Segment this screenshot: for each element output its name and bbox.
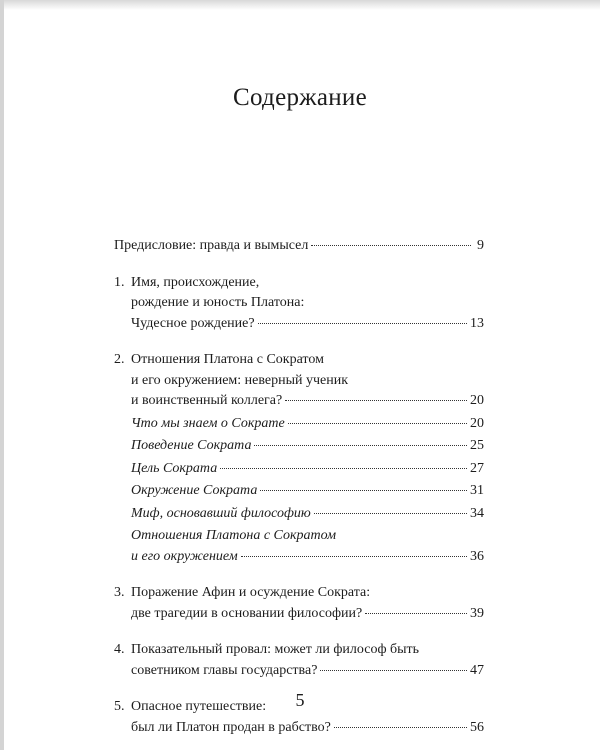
toc-page-number: 36 <box>470 548 484 564</box>
toc-page-number: 20 <box>470 415 484 431</box>
table-of-contents <box>114 236 484 738</box>
dot-leader <box>320 670 467 671</box>
toc-subentry <box>114 547 484 568</box>
chapter-number: 4. <box>114 642 125 657</box>
dot-leader <box>288 423 467 424</box>
toc-subentry <box>114 504 484 525</box>
toc-subentry <box>114 414 484 435</box>
toc-page-number: 13 <box>470 315 484 331</box>
toc-page-number: 27 <box>470 460 484 476</box>
toc-entry-title: и его окружением: неверный ученик <box>131 372 349 388</box>
chapter-number: 3. <box>114 585 125 600</box>
chapter-number: 2. <box>114 352 125 367</box>
toc-page-number: 47 <box>470 662 484 678</box>
toc-entry-title: был ли Платон продан в рабство? <box>131 719 331 735</box>
toc-entry-chapter-3 <box>114 583 484 624</box>
toc-page-number: 9 <box>477 238 484 253</box>
dot-leader <box>285 400 467 401</box>
toc-page-number: 34 <box>470 505 484 521</box>
toc-entry-title: Отношения Платона с Сократом <box>131 352 324 367</box>
dot-leader <box>311 245 471 246</box>
dot-leader <box>254 445 467 446</box>
toc-subentry-title: Поведение Сократа <box>131 438 252 453</box>
toc-subentry-title: Окружение Сократа <box>131 483 258 498</box>
toc-subentry-title: Отношения Платона с Сократом <box>131 528 337 543</box>
toc-entry-title: Имя, происхождение, <box>131 274 260 290</box>
toc-subentry <box>114 481 484 502</box>
toc-entry-title: Предисловие: правда и вымысел <box>114 238 309 253</box>
dot-leader <box>258 323 467 324</box>
toc-subentry-title: Цель Сократа <box>131 460 218 476</box>
dot-leader <box>365 613 467 614</box>
dot-leader <box>314 513 467 514</box>
toc-subentry <box>114 459 484 480</box>
dot-leader <box>260 490 467 491</box>
toc-page-number: 25 <box>470 438 484 453</box>
toc-entry-title: Опасное путешествие: <box>131 699 267 714</box>
chapter-number: 1. <box>114 274 125 290</box>
toc-page-number: 20 <box>470 393 484 408</box>
page-title: Содержание <box>233 84 367 111</box>
toc-entry-title: Чудесное рождение? <box>131 315 255 331</box>
toc-subentry <box>114 526 484 547</box>
scan-edge-left <box>0 0 4 750</box>
toc-entry-chapter-4 <box>114 640 484 681</box>
dot-leader <box>334 727 467 728</box>
chapter-number: 5. <box>114 699 125 714</box>
toc-page-number: 39 <box>470 605 484 621</box>
toc-entry-preface <box>114 236 484 257</box>
toc-entry-title: две трагедии в основании философии? <box>131 605 363 621</box>
toc-page-number: 31 <box>470 483 484 498</box>
toc-subentry-title: Что мы знаем о Сократе <box>131 415 285 431</box>
page-number: 5 <box>295 690 305 710</box>
scan-edge-top <box>0 0 600 10</box>
toc-entry-chapter-2 <box>114 350 484 567</box>
toc-entry-title: Поражение Афин и осуждение Сократа: <box>131 585 371 600</box>
dot-leader <box>220 468 467 469</box>
toc-entry-chapter-1 <box>114 273 484 335</box>
toc-entry-title: и воинственный коллега? <box>131 393 283 408</box>
toc-page-number: 56 <box>470 719 484 735</box>
toc-entry-title: рождение и юность Платона: <box>131 295 305 310</box>
toc-subentry-title: и его окружением <box>131 548 238 564</box>
toc-subentry-title: Миф, основавший философию <box>131 505 311 521</box>
toc-entry-title: Показательный провал: может ли философ быть <box>131 642 420 657</box>
toc-entry-title: советником главы государства? <box>131 662 318 678</box>
toc-subentry <box>114 436 484 457</box>
dot-leader <box>241 556 467 557</box>
